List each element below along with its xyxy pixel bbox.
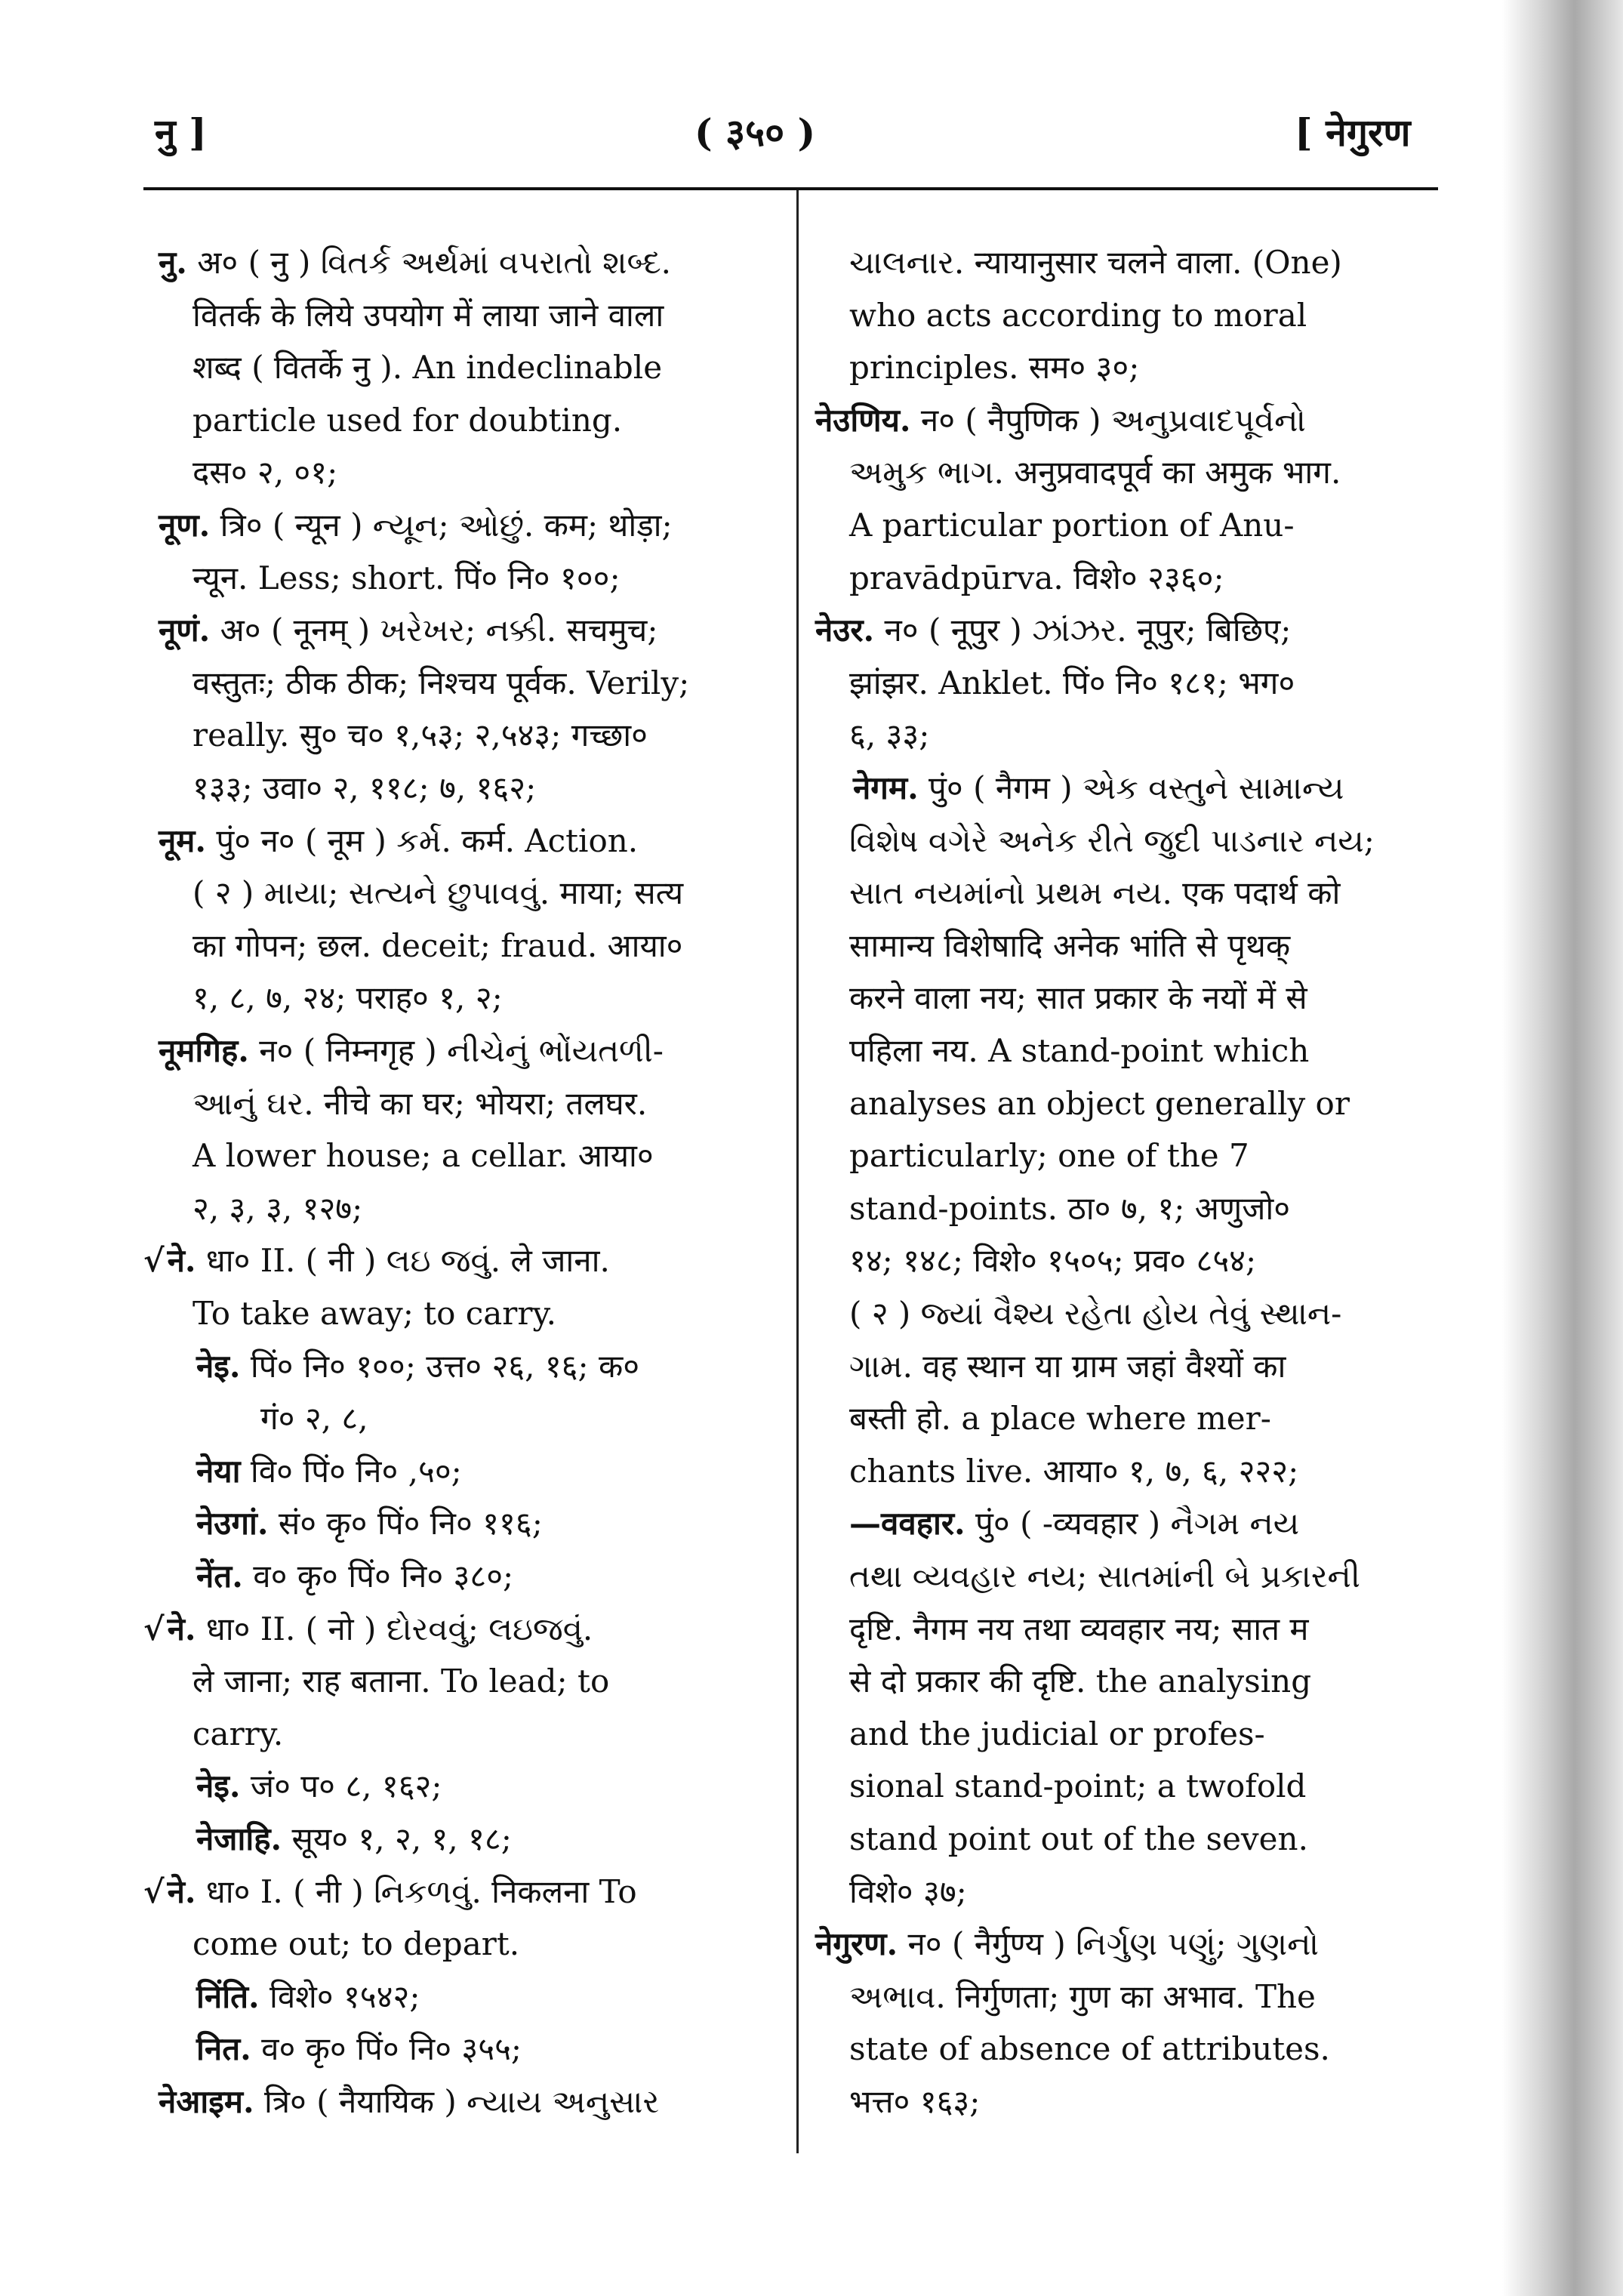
entry-continuation-line bbox=[192, 1081, 647, 1126]
entry-continuation-line bbox=[849, 1081, 1350, 1126]
entry-text: To take away; to carry. bbox=[192, 1295, 556, 1332]
entry-text: ६, ३३; bbox=[849, 717, 930, 754]
entry-continuation-line bbox=[192, 923, 683, 969]
entry-continuation-line bbox=[849, 1712, 1265, 1757]
entry-continuation-line bbox=[192, 293, 664, 338]
entry-text: ( २ ) માયા; સત્યને છુપાવવું. माया; सत्य bbox=[192, 874, 684, 912]
dictionary-entry-line bbox=[849, 1501, 1299, 1546]
entry-text: particularly; one of the 7 bbox=[849, 1137, 1249, 1175]
headword: नेउर. bbox=[815, 612, 875, 649]
entry-continuation-line bbox=[849, 1133, 1249, 1179]
entry-text: really. सु० च० १,५३; २,५४३; गच्छा० bbox=[192, 717, 648, 754]
dictionary-entry-line bbox=[196, 1764, 442, 1809]
dictionary-entry-line bbox=[159, 2079, 659, 2125]
entry-continuation-line bbox=[849, 1659, 1311, 1704]
entry-continuation-line bbox=[849, 871, 1340, 916]
dictionary-entry-line bbox=[196, 1344, 639, 1389]
entry-continuation-line bbox=[849, 1817, 1308, 1862]
entry-text: A lower house; a cellar. आया० bbox=[192, 1137, 654, 1175]
headword: नूमगिह. bbox=[159, 1032, 249, 1069]
dictionary-entry-line bbox=[159, 1028, 664, 1074]
entry-text: principles. सम० ३०; bbox=[849, 349, 1140, 387]
entry-text: १, ८, ७, २४; पराह० १, २; bbox=[192, 979, 503, 1017]
entry-continuation-line bbox=[192, 1186, 362, 1231]
entry-text: न० ( नूपुर ) ઝાંઝર. नूपुर; बिछिए; bbox=[874, 612, 1292, 649]
entry-text: धा० II. ( नी ) લઇ જવું. ले जाना. bbox=[196, 1242, 610, 1280]
column-divider bbox=[796, 190, 799, 2153]
entry-continuation-line bbox=[849, 1554, 1360, 1599]
headword: नेउगां. bbox=[196, 1505, 269, 1542]
entry-continuation-line bbox=[849, 975, 1307, 1021]
dictionary-entry-line bbox=[159, 240, 671, 285]
dictionary-entry-line bbox=[196, 1449, 462, 1494]
entry-continuation-line bbox=[849, 818, 1375, 864]
entry-text: सामान्य विशेषादि अनेक भांति से पृथक् bbox=[849, 926, 1291, 964]
entry-text: વિશેષ વગેરે અનેક રીતે જુદી પાડનાર નય; bbox=[849, 821, 1375, 859]
entry-text: वि० पिं० नि० ,५०; bbox=[240, 1452, 462, 1490]
entry-text: अ० ( नु ) વિતર્ક અર્થમાં વપરાતો શબ્દ. bbox=[186, 244, 672, 281]
dictionary-entry-line bbox=[196, 1974, 420, 2020]
entry-continuation-line bbox=[849, 661, 1295, 706]
header-left-guide-word: नु ] bbox=[155, 110, 207, 155]
entry-text: पुं० न० ( नूम ) કર્મ. कर्म. Action. bbox=[206, 821, 639, 859]
entry-text: pravādpūrva. विशे० २३६०; bbox=[849, 559, 1224, 596]
scan-edge-shadow bbox=[1502, 0, 1623, 2296]
entry-text: पुं० ( नैगम ) એક વસ્તુને સામાન્ય bbox=[918, 769, 1344, 806]
entry-text: ( २ ) જ્યાં વૈશ્ય રહેતા હોય તેવું સ્થાન- bbox=[849, 1295, 1342, 1332]
root-check-mark: √ bbox=[143, 1610, 165, 1647]
entry-text: stand point out of the seven. bbox=[849, 1820, 1308, 1857]
root-check-mark: √ bbox=[143, 1872, 165, 1910]
entry-text: come out; to depart. bbox=[192, 1925, 520, 1963]
entry-continuation-line bbox=[849, 1186, 1290, 1231]
headword: ने. bbox=[167, 1610, 196, 1647]
entry-continuation-line bbox=[849, 1396, 1271, 1441]
headword: ने. bbox=[167, 1872, 196, 1910]
headword: नित. bbox=[196, 2030, 251, 2068]
entry-text: તથા વ્યવહાર નય; સાતમાંની બે પ્રકારની bbox=[849, 1558, 1360, 1595]
dictionary-entry-line bbox=[143, 1869, 637, 1915]
entry-text: विशे० ३७; bbox=[849, 1872, 967, 1910]
dictionary-entry-line bbox=[196, 1501, 543, 1546]
entry-text: सूय० १, २, १, १८; bbox=[282, 1820, 512, 1857]
entry-text: analyses an object generally or bbox=[849, 1084, 1350, 1122]
entry-text: १४; १४८; विशे० १५०५; प्रव० ८५४; bbox=[849, 1242, 1257, 1280]
entry-text: who acts according to moral bbox=[849, 296, 1307, 334]
dictionary-entry-line bbox=[815, 1922, 1319, 1967]
entry-text: न० ( नैर्गुण्य ) નિર્ગુણ પણું; ગુણનો bbox=[898, 1925, 1319, 1963]
entry-text: पहिला नय. A stand-point which bbox=[849, 1032, 1310, 1069]
entry-text: व० कृ० पिं० नि० ३५५; bbox=[251, 2030, 522, 2068]
entry-text: जं० प० ८, १६२; bbox=[240, 1767, 442, 1805]
entry-text: त्रि० ( नैयायिक ) ન્યાય અનુસાર bbox=[254, 2083, 660, 2120]
entry-continuation-line bbox=[260, 1396, 368, 1441]
dictionary-entry-line bbox=[196, 1554, 513, 1599]
dictionary-entry-line bbox=[159, 503, 673, 548]
headword: नेउणिय. bbox=[815, 401, 911, 439]
headword: नु. bbox=[159, 244, 187, 281]
headword: नूणं. bbox=[159, 612, 211, 649]
entry-continuation-line bbox=[849, 1291, 1341, 1336]
header-rule bbox=[143, 187, 1438, 190]
page-number: ( ३५० ) bbox=[694, 110, 816, 155]
headword: नेआइम. bbox=[159, 2083, 254, 2120]
entry-text: न० ( नैपुणिक ) અનુપ્રવાદપૂર્વનો bbox=[910, 401, 1306, 439]
entry-text: stand-points. ठा० ७, १; अणुजो० bbox=[849, 1189, 1291, 1227]
entry-continuation-line bbox=[849, 2026, 1330, 2072]
entry-text: carry. bbox=[192, 1715, 284, 1752]
headword: नूण. bbox=[159, 507, 211, 544]
header-right-guide-word: [ नेगुरण bbox=[1295, 110, 1411, 155]
entry-continuation-line bbox=[192, 1133, 654, 1179]
entry-continuation-line bbox=[192, 713, 648, 758]
entry-continuation-line bbox=[192, 1659, 609, 1704]
entry-text: अ० ( नूनम् ) ખરેખર; નક્કી. सचमुच; bbox=[210, 612, 658, 649]
headword: नेइ. bbox=[196, 1347, 241, 1385]
entry-text: विशे० १५४२; bbox=[259, 1977, 420, 2015]
entry-continuation-line bbox=[849, 1764, 1306, 1809]
entry-text: पुं० ( -व्यवहार ) નૈગમ નય bbox=[965, 1505, 1300, 1542]
entry-text: ले जाना; राह बताना. To lead; to bbox=[192, 1663, 610, 1700]
headword: नेंत. bbox=[196, 1558, 243, 1595]
dictionary-entry-line bbox=[853, 766, 1344, 811]
entry-continuation-line bbox=[849, 2079, 980, 2125]
entry-text: particle used for doubting. bbox=[192, 401, 623, 439]
entry-text: १३३; उवा० २, ११८; ७, १६२; bbox=[192, 769, 537, 806]
entry-continuation-line bbox=[849, 1449, 1298, 1494]
entry-text: અમુક ભાગ. अनुप्रवादपूर्व का अमुक भाग. bbox=[849, 454, 1341, 492]
entry-text: गं० २, ८, bbox=[260, 1400, 368, 1438]
entry-continuation-line bbox=[192, 1712, 283, 1757]
entry-text: ચાલનાર. न्यायानुसार चलने वाला. (One) bbox=[849, 244, 1342, 281]
entry-continuation-line bbox=[849, 1869, 967, 1915]
dictionary-entry-line bbox=[815, 608, 1291, 653]
entry-continuation-line bbox=[849, 1344, 1286, 1389]
entry-continuation-line bbox=[849, 1974, 1316, 2020]
entry-continuation-line bbox=[849, 713, 929, 758]
root-check-mark: √ bbox=[143, 1242, 165, 1280]
entry-continuation-line bbox=[849, 923, 1290, 969]
entry-text: state of absence of attributes. bbox=[849, 2030, 1330, 2068]
dictionary-entry-line bbox=[143, 1238, 610, 1284]
headword: —ववहार. bbox=[849, 1505, 965, 1542]
entry-text: झांझर. Anklet. पिं० नि० १८१; भग० bbox=[849, 664, 1295, 701]
dictionary-entry-line bbox=[196, 2026, 522, 2072]
entry-text: A particular portion of Anu- bbox=[849, 507, 1295, 544]
entry-continuation-line bbox=[192, 975, 503, 1021]
entry-text: बस्ती हो. a place where mer- bbox=[849, 1400, 1271, 1438]
entry-continuation-line bbox=[192, 398, 622, 443]
entry-text: અભાવ. निर्गुणता; गुण का अभाव. The bbox=[849, 1977, 1316, 2015]
entry-text: से दो प्रकार की दृष्टि. the analysing bbox=[849, 1663, 1312, 1700]
entry-continuation-line bbox=[849, 503, 1295, 548]
entry-continuation-line bbox=[192, 661, 689, 706]
entry-continuation-line bbox=[192, 766, 536, 811]
dictionary-entry-line bbox=[159, 608, 658, 653]
headword: नूम. bbox=[159, 821, 207, 859]
entry-text: वितर्क के लिये उपयोग में लाया जाने वाला bbox=[192, 296, 664, 334]
entry-continuation-line bbox=[192, 871, 683, 916]
entry-text: का गोपन; छल. deceit; fraud. आया० bbox=[192, 926, 683, 964]
dictionary-entry-line bbox=[815, 398, 1306, 443]
entry-text: धा० I. ( नी ) નિકળવું. निकलना To bbox=[196, 1872, 637, 1910]
entry-text: भत्त० १६३; bbox=[849, 2083, 981, 2120]
entry-text: सं० कृ० पिं० नि० ११६; bbox=[268, 1505, 543, 1542]
entry-text: न० ( निम्नगृह ) નીચેનું ભોંયતળી- bbox=[248, 1032, 664, 1069]
entry-continuation-line bbox=[192, 556, 621, 601]
headword: नेया bbox=[196, 1452, 241, 1490]
entry-text: व० कृ० पिं० नि० ३८०; bbox=[242, 1558, 514, 1595]
entry-continuation-line bbox=[192, 1922, 519, 1967]
entry-continuation-line bbox=[849, 293, 1307, 338]
entry-text: and the judicial or profes- bbox=[849, 1715, 1265, 1752]
headword: निंति. bbox=[196, 1977, 260, 2015]
entry-continuation-line bbox=[192, 1291, 556, 1336]
entry-text: धा० II. ( नो ) દોરવવું; લઇજવું. bbox=[196, 1610, 593, 1647]
entry-continuation-line bbox=[849, 240, 1342, 285]
entry-continuation-line bbox=[192, 450, 337, 495]
entry-continuation-line bbox=[849, 1238, 1256, 1284]
entry-text: chants live. आया० १, ७, ६, २२२; bbox=[849, 1452, 1299, 1490]
dictionary-entry-line bbox=[143, 1607, 593, 1652]
headword: नेजाहि. bbox=[196, 1820, 282, 1857]
entry-text: સાત નયમાંનો પ્રથમ નય. एक पदार्थ को bbox=[849, 874, 1341, 912]
headword: नेइ. bbox=[196, 1767, 241, 1805]
headword: नेगम. bbox=[853, 769, 919, 806]
entry-text: वस्तुतः; ठीक ठीक; निश्चय पूर्वक. Verily; bbox=[192, 664, 690, 701]
entry-text: दृष्टि. नैगम नय तथा व्यवहार नय; सात म bbox=[849, 1610, 1309, 1647]
entry-text: આનું ઘર. नीचे का घर; भोयरा; तलघर. bbox=[192, 1084, 648, 1122]
entry-text: दस० २, ०१; bbox=[192, 454, 338, 492]
dictionary-entry-line bbox=[159, 818, 638, 864]
entry-continuation-line bbox=[849, 1607, 1309, 1652]
entry-text: sional stand-point; a twofold bbox=[849, 1767, 1307, 1805]
headword: ने. bbox=[167, 1242, 196, 1280]
dictionary-entry-line bbox=[196, 1817, 512, 1862]
entry-continuation-line bbox=[849, 345, 1139, 390]
entry-continuation-line bbox=[192, 345, 662, 390]
entry-text: ગામ. वह स्थान या ग्राम जहां वैश्यों का bbox=[849, 1347, 1286, 1385]
headword: नेगुरण. bbox=[815, 1925, 898, 1963]
entry-text: २, ३, ३, १२७; bbox=[192, 1189, 363, 1227]
entry-text: पिं० नि० १००; उत्त० २६, १६; क० bbox=[240, 1347, 640, 1385]
entry-continuation-line bbox=[849, 556, 1224, 601]
entry-text: करने वाला नय; सात प्रकार के नयों में से bbox=[849, 979, 1307, 1017]
entry-continuation-line bbox=[849, 450, 1341, 495]
entry-text: त्रि० ( न्यून ) ન્યૂન; ઓછું. कम; थोड़ा; bbox=[210, 507, 673, 544]
entry-text: शब्द ( वितर्के नु ). An indeclinable bbox=[192, 349, 663, 387]
entry-text: न्यून. Less; short. पिं० नि० १००; bbox=[192, 559, 621, 596]
entry-continuation-line bbox=[849, 1028, 1309, 1074]
